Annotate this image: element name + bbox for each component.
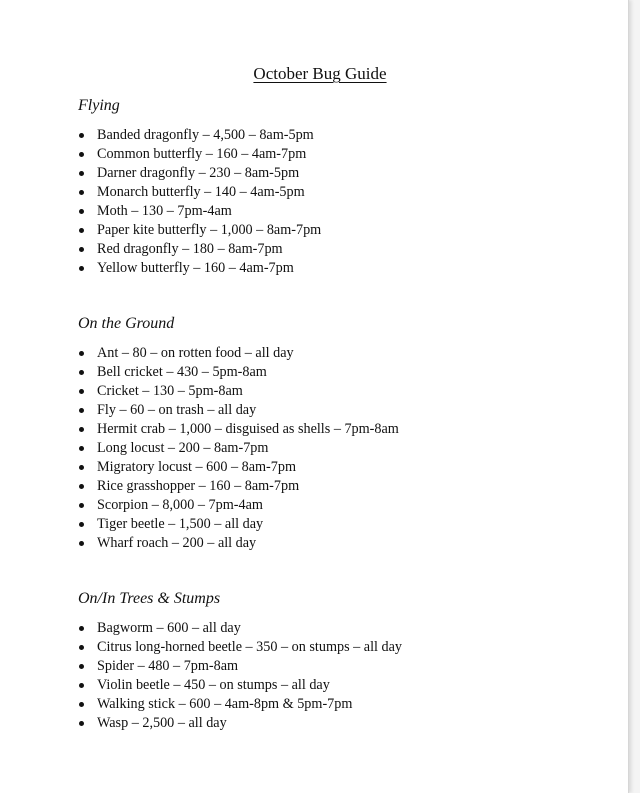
section-on-in-trees-and-stumps [78, 589, 618, 733]
section-heading: Flying [78, 97, 120, 114]
bullet-icon [79, 427, 84, 432]
bullet-icon [79, 190, 84, 195]
list-item-text: Scorpion – 8,000 – 7pm-4am [97, 497, 263, 513]
list-item-text: Walking stick – 600 – 4am-8pm & 5pm-7pm [97, 696, 353, 712]
list-item-text: Monarch butterfly – 140 – 4am-5pm [97, 184, 305, 200]
list-item-text: Tiger beetle – 1,500 – all day [97, 516, 264, 532]
list-item-text: Yellow butterfly – 160 – 4am-7pm [97, 260, 294, 276]
list-item [78, 221, 618, 240]
list-item-text: Violin beetle – 450 – on stumps – all day [97, 677, 330, 693]
list-item-text: Rice grasshopper – 160 – 8am-7pm [97, 478, 300, 494]
list-item [78, 676, 618, 695]
list-item-text: Long locust – 200 – 8am-7pm [97, 440, 269, 456]
list-item-text: Hermit crab – 1,000 – disguised as shells – 7pm-8am [97, 421, 399, 437]
list-item-text: Common butterfly – 160 – 4am-7pm [97, 146, 307, 162]
list-item [78, 240, 618, 259]
list-item-text: Citrus long-horned beetle – 350 – on stumps – all day [97, 639, 402, 655]
bullet-icon [79, 626, 84, 631]
bug-list [78, 126, 618, 278]
list-item-text: Bagworm – 600 – all day [97, 620, 241, 636]
section-on-the-ground [78, 314, 618, 553]
list-item [78, 714, 618, 733]
list-item [78, 126, 618, 145]
bullet-icon [79, 370, 84, 375]
list-item [78, 259, 618, 278]
list-item [78, 477, 618, 496]
list-item-text: Red dragonfly – 180 – 8am-7pm [97, 241, 283, 257]
bullet-icon [79, 465, 84, 470]
list-item-text: Wasp – 2,500 – all day [97, 715, 227, 731]
bullet-icon [79, 484, 84, 489]
list-item [78, 183, 618, 202]
bullet-icon [79, 133, 84, 138]
bullet-icon [79, 446, 84, 451]
list-item-text: Ant – 80 – on rotten food – all day [97, 345, 294, 361]
list-item [78, 458, 618, 477]
bullet-icon [79, 664, 84, 669]
bullet-icon [79, 266, 84, 271]
list-item-text: Banded dragonfly – 4,500 – 8am-5pm [97, 127, 314, 143]
document-title: October Bug Guide [253, 64, 387, 83]
section-heading: On/In Trees & Stumps [78, 590, 221, 607]
list-item-text: Moth – 130 – 7pm-4am [97, 203, 232, 219]
section-flying [78, 96, 618, 278]
list-item [78, 363, 618, 382]
list-item-text: Migratory locust – 600 – 8am-7pm [97, 459, 296, 475]
list-item [78, 145, 618, 164]
list-item [78, 638, 618, 657]
bug-list [78, 344, 618, 553]
bullet-icon [79, 503, 84, 508]
list-item [78, 496, 618, 515]
list-item [78, 202, 618, 221]
list-item [78, 657, 618, 676]
bullet-icon [79, 209, 84, 214]
bullet-icon [79, 541, 84, 546]
list-item [78, 164, 618, 183]
list-item-text: Bell cricket – 430 – 5pm-8am [97, 364, 267, 380]
bug-list [78, 619, 618, 733]
bullet-icon [79, 702, 84, 707]
bullet-icon [79, 522, 84, 527]
bullet-icon [79, 351, 84, 356]
list-item [78, 695, 618, 714]
list-item-text: Wharf roach – 200 – all day [97, 535, 257, 551]
bullet-icon [79, 228, 84, 233]
list-item [78, 439, 618, 458]
list-item [78, 534, 618, 553]
list-item-text: Paper kite butterfly – 1,000 – 8am-7pm [97, 222, 322, 238]
list-item-text: Cricket – 130 – 5pm-8am [97, 383, 243, 399]
list-item [78, 344, 618, 363]
list-item [78, 420, 618, 439]
list-item-text: Fly – 60 – on trash – all day [97, 402, 257, 418]
bullet-icon [79, 408, 84, 413]
list-item [78, 401, 618, 420]
bullet-icon [79, 171, 84, 176]
list-item [78, 382, 618, 401]
list-item-text: Spider – 480 – 7pm-8am [97, 658, 239, 674]
bullet-icon [79, 721, 84, 726]
list-item [78, 619, 618, 638]
list-item [78, 515, 618, 534]
bullet-icon [79, 247, 84, 252]
bullet-icon [79, 683, 84, 688]
bullet-icon [79, 389, 84, 394]
section-heading: On the Ground [78, 315, 175, 332]
bullet-icon [79, 645, 84, 650]
list-item-text: Darner dragonfly – 230 – 8am-5pm [97, 165, 300, 181]
bullet-icon [79, 152, 84, 157]
